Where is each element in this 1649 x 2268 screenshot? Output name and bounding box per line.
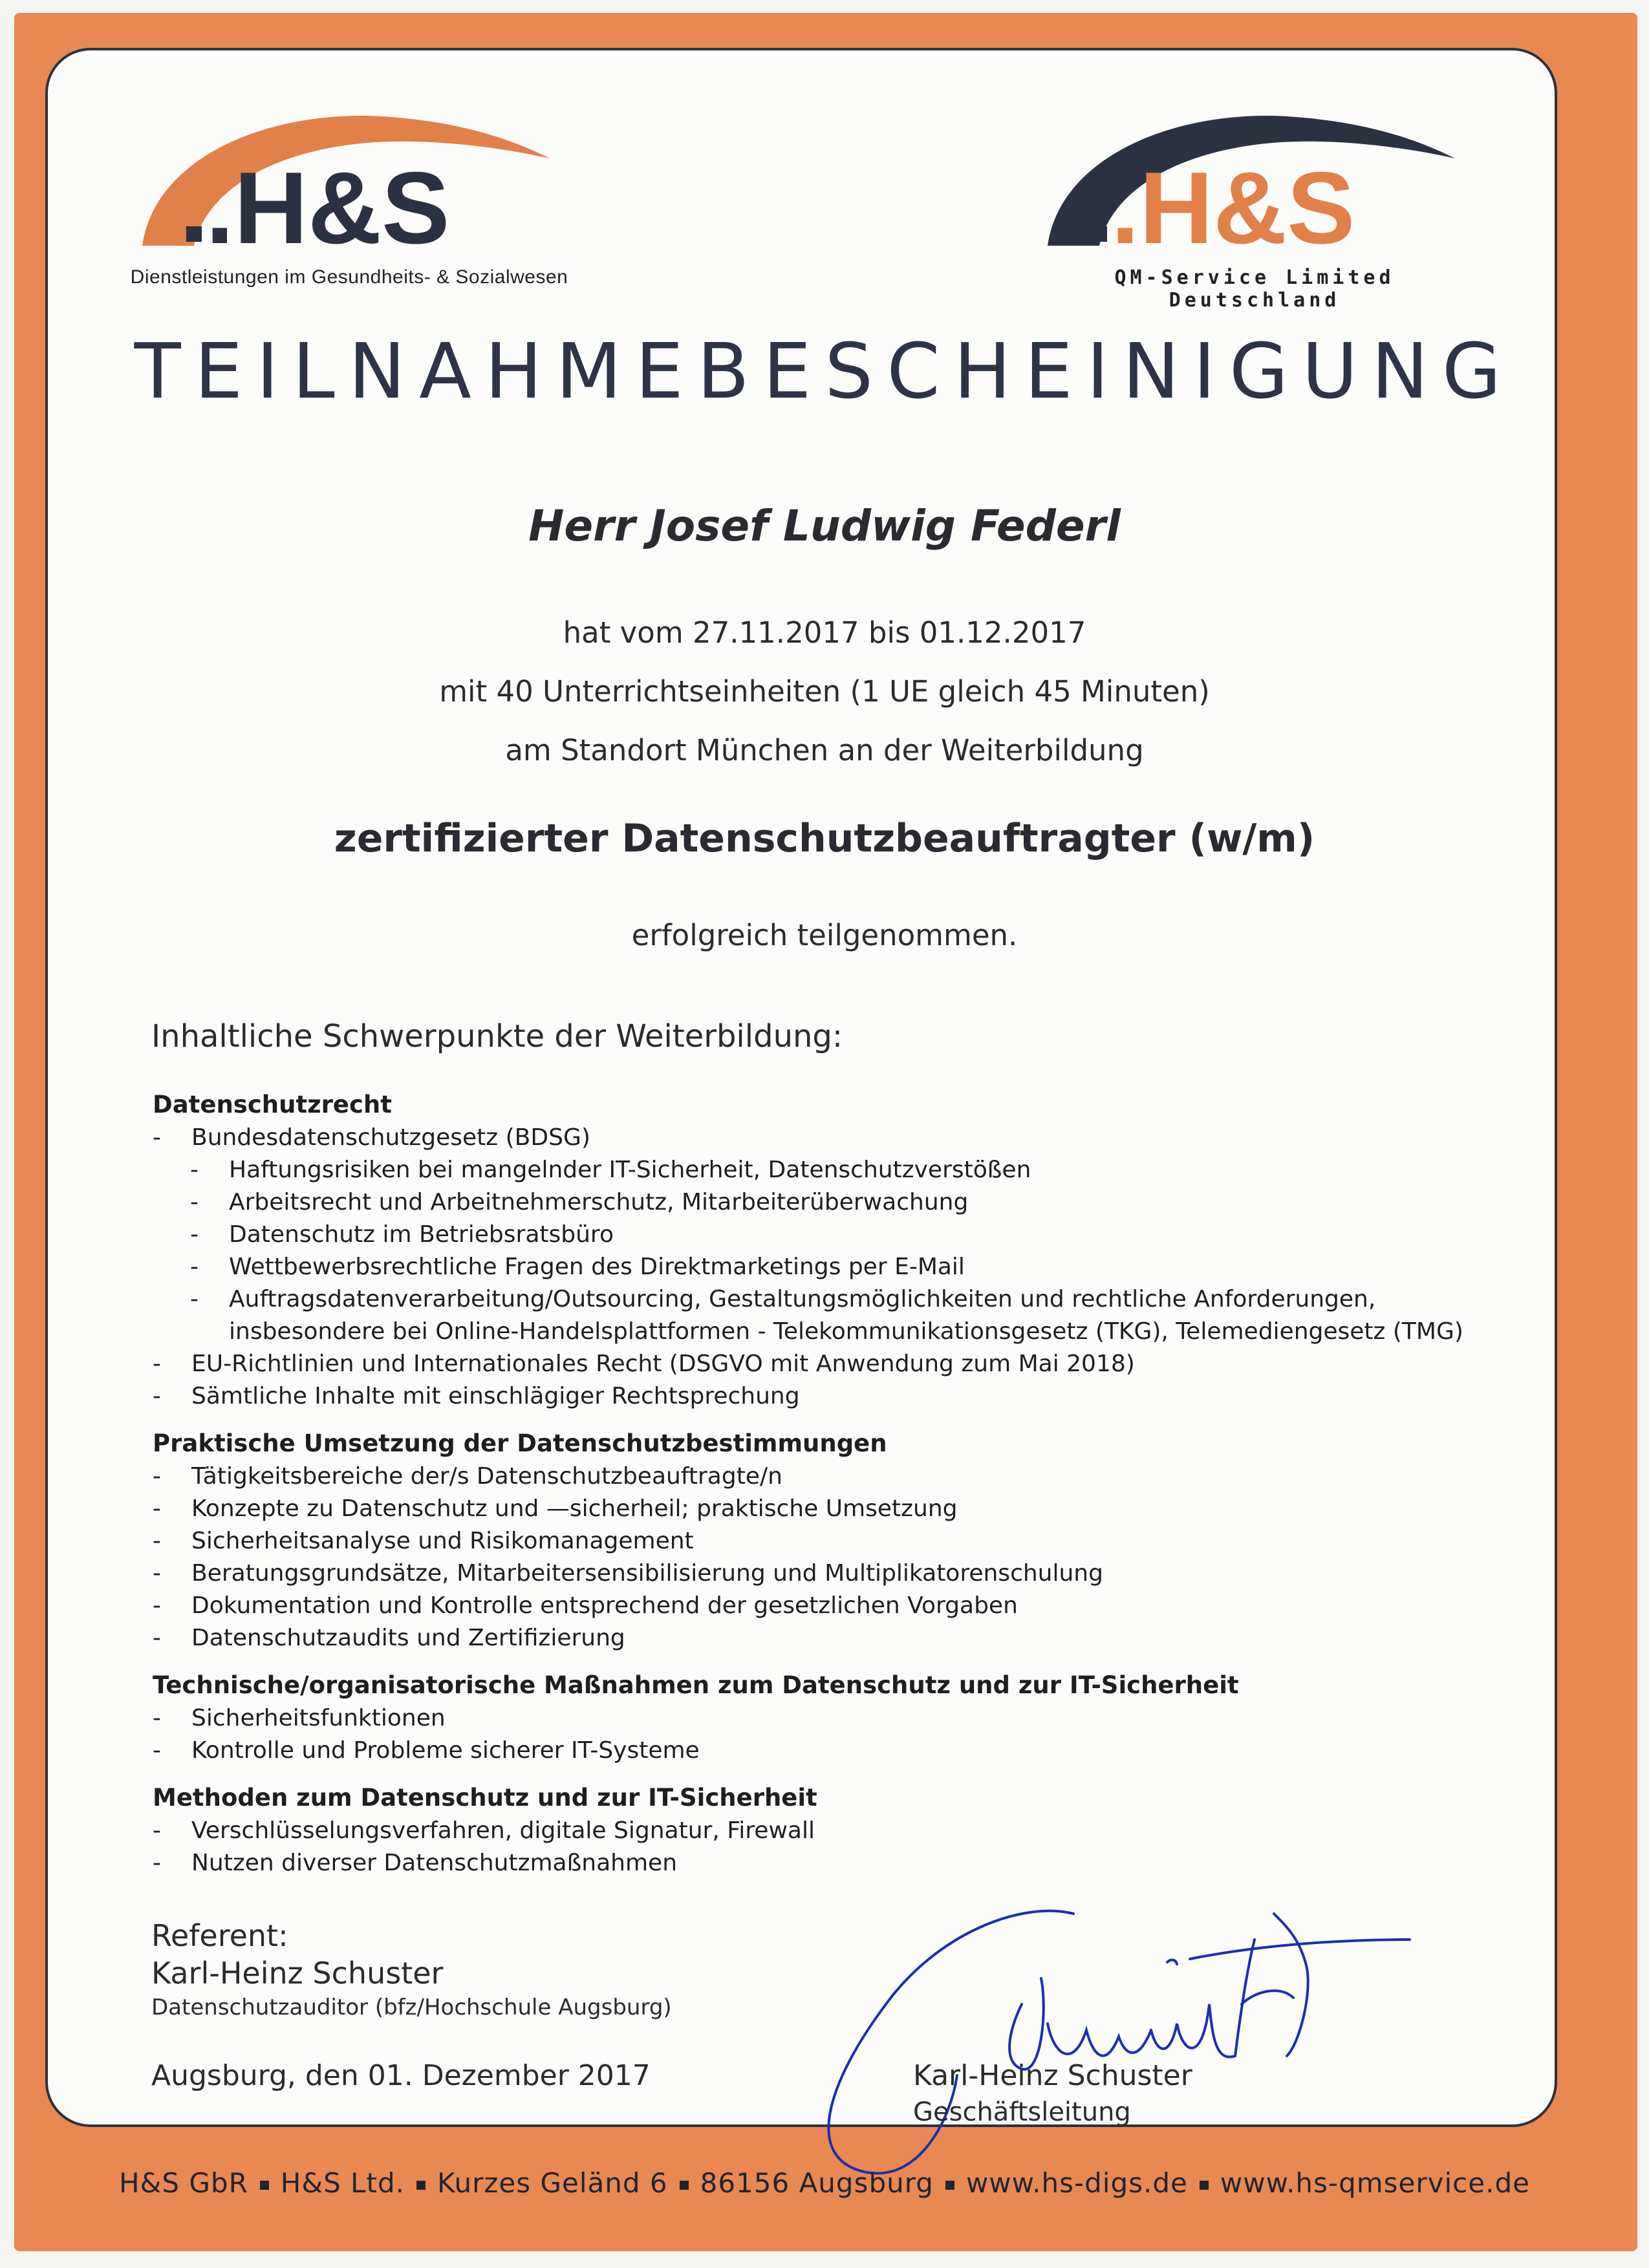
hs-logo-left xyxy=(129,97,569,297)
list-item: - Datenschutz im Betriebsratsbüro xyxy=(190,1221,614,1248)
document-title: TEILNAHMEBESCHEINIGUNG xyxy=(134,326,1515,416)
list-item: - Sämtliche Inhalte mit einschlägiger Rechtsprechung xyxy=(153,1383,800,1409)
list-item: - Arbeitsrecht und Arbeitnehmerschutz, Mitarbeiterüberwachung xyxy=(190,1189,969,1215)
participant-name: Herr Josef Ludwig Federl xyxy=(528,501,1121,551)
footer-separator xyxy=(945,2181,954,2190)
footer-item: H&S Ltd. xyxy=(280,2167,405,2199)
logo-wordmark-left: .H&S xyxy=(206,151,450,265)
completion-line: erfolgreich teilgenommen. xyxy=(631,918,1018,952)
footer-separator xyxy=(416,2181,426,2190)
footer-link[interactable]: www.hs-qmservice.de xyxy=(1220,2167,1530,2199)
signer-role: Geschäftsleitung xyxy=(913,2097,1131,2127)
list-item-continuation: insbesondere bei Online-Handelsplattformen - Telekommunikationsgesetz (TKG), Telemediengesetz (TMG) xyxy=(229,1318,1463,1345)
logo-subtitle-right: QM-Service Limited Deutschland xyxy=(1114,266,1395,312)
list-item: - Dokumentation und Kontrolle entsprechend der gesetzlichen Vorgaben xyxy=(153,1592,1018,1619)
group-title: Datenschutzrecht xyxy=(153,1091,392,1118)
list-item: - Nutzen diverser Datenschutzmaßnahmen xyxy=(153,1850,678,1876)
logo-arc-right xyxy=(1035,97,1474,265)
handwritten-signature xyxy=(789,1862,1423,2185)
place-and-date: Augsburg, den 01. Dezember 2017 xyxy=(151,2059,651,2092)
list-item: - Kontrolle und Probleme sicherer IT-Systeme xyxy=(153,1737,700,1764)
date-range-line: hat vom 27.11.2017 bis 01.12.2017 xyxy=(563,615,1086,650)
signer-block xyxy=(913,2058,1192,2130)
footer-separator xyxy=(260,2181,269,2190)
list-item: - Tätigkeitsbereiche der/s Datenschutzbeauftragte/n xyxy=(153,1463,782,1490)
referent-label: Referent: xyxy=(151,1918,288,1953)
list-item: - Datenschutzaudits und Zertifizierung xyxy=(153,1625,625,1651)
list-item: - EU-Richtlinien und Internationales Recht (DSGVO mit Anwendung zum Mai 2018) xyxy=(153,1351,1135,1377)
referent-role: Datenschutzauditor (bfz/Hochschule Augsburg) xyxy=(151,1995,672,2020)
group-title: Methoden zum Datenschutz und zur IT-Sicherheit xyxy=(153,1784,817,1812)
referent-block xyxy=(151,1917,672,2023)
group-title: Praktische Umsetzung der Datenschutzbestimmungen xyxy=(153,1429,887,1457)
topics-heading: Inhaltliche Schwerpunkte der Weiterbildung: xyxy=(151,1018,843,1054)
location-line: am Standort München an der Weiterbildung xyxy=(505,733,1144,767)
topics-list xyxy=(153,1088,1463,1879)
footer-item: Kurzes Geländ 6 xyxy=(437,2167,668,2199)
logo-arc-left xyxy=(129,97,569,265)
list-item: - Beratungsgrundsätze, Mitarbeitersensibilisierung und Multiplikatorenschulung xyxy=(153,1560,1103,1587)
group-title: Technische/organisatorische Maßnahmen zum Datenschutz und zur IT-Sicherheit xyxy=(153,1671,1239,1699)
list-item: - Wettbewerbsrechtliche Fragen des Direktmarketings per E-Mail xyxy=(190,1254,965,1280)
logo-wordmark-right: .H&S xyxy=(1111,151,1355,265)
footer-separator xyxy=(680,2181,689,2190)
list-item: - Haftungsrisiken bei mangelnder IT-Sicherheit, Datenschutzverstößen xyxy=(190,1157,1031,1183)
footer-separator xyxy=(1200,2181,1209,2190)
course-title: zertifizierter Datenschutzbeauftragter (w/m) xyxy=(334,816,1315,861)
list-item: - Sicherheitsfunktionen xyxy=(153,1705,446,1731)
list-item: - Verschlüsselungsverfahren, digitale Signatur, Firewall xyxy=(153,1817,815,1844)
logo-subtitle-left: Dienstleistungen im Gesundheits- & Sozialwesen xyxy=(130,266,568,288)
footer-link[interactable]: www.hs-digs.de xyxy=(965,2167,1188,2199)
footer-item: H&S GbR xyxy=(119,2167,248,2199)
list-item: - Bundesdatenschutzgesetz (BDSG) xyxy=(153,1124,590,1151)
list-item: - Auftragsdatenverarbeitung/Outsourcing, Gestaltungsmöglichkeiten und rechtliche Anforderungen, xyxy=(190,1286,1376,1312)
signer-name: Karl-Heinz Schuster xyxy=(913,2059,1192,2092)
teaching-units-line: mit 40 Unterrichtseinheiten (1 UE gleich 45 Minuten) xyxy=(439,674,1210,709)
footer-address xyxy=(0,2167,1649,2199)
list-item: - Sicherheitsanalyse und Risikomanagement xyxy=(153,1528,694,1554)
referent-name: Karl-Heinz Schuster xyxy=(151,1956,444,1991)
footer-item: 86156 Augsburg xyxy=(700,2167,934,2199)
list-item: - Konzepte zu Datenschutz und —sicherheil; praktische Umsetzung xyxy=(153,1495,958,1522)
hs-logo-right xyxy=(1035,97,1474,312)
